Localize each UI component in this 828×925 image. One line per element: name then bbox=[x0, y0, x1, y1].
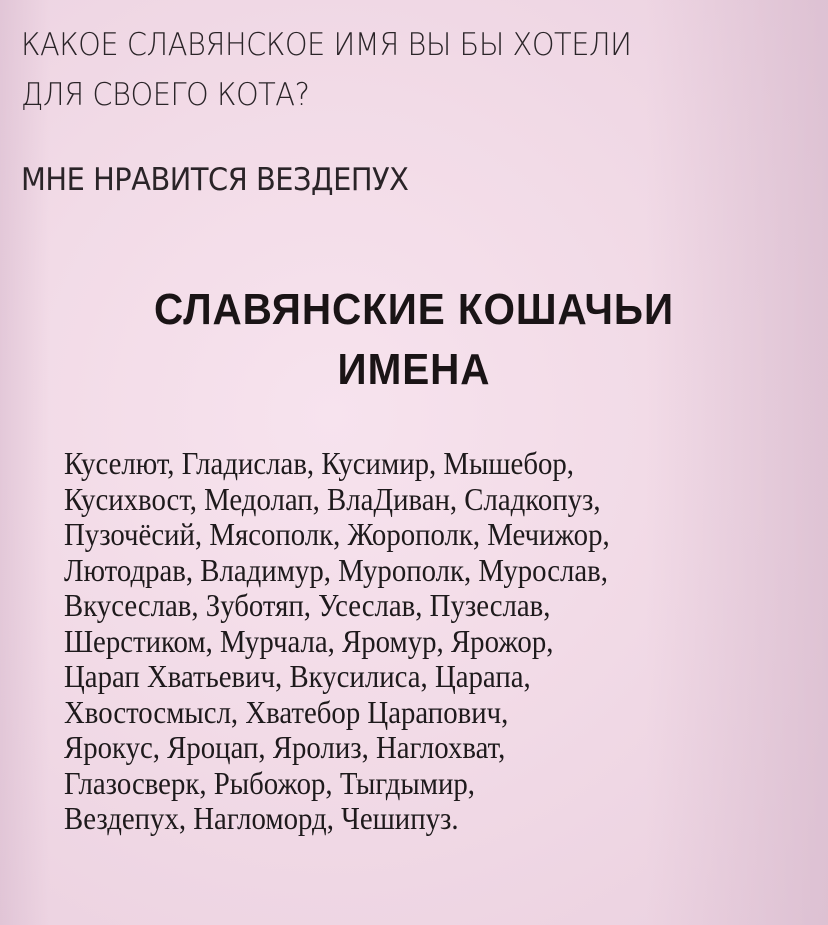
heading-line: СЛАВЯНСКИЕ КОШАЧЬИ bbox=[154, 285, 674, 334]
names-line: Куселют, Гладислав, Кусимир, Мышебор, bbox=[64, 445, 574, 481]
question-text bbox=[21, 20, 756, 120]
names-line: Шерстиком, Мурчала, Яромур, Ярожор, bbox=[64, 622, 554, 659]
cat-names-list bbox=[64, 446, 784, 837]
names-line: Царап Хватьевич, Вкусилиса, Царапа, bbox=[64, 658, 531, 694]
names-line: Пузочёсий, Мясополк, Жорополк, Мечижор, bbox=[64, 516, 610, 552]
names-line: Кусихвост, Медолап, ВлаДиван, Сладкопуз, bbox=[64, 480, 601, 517]
question-line: ДЛЯ СВОЕГО КОТА? bbox=[21, 77, 310, 113]
answer-text: МНЕ НРАВИТСЯ ВЕЗДЕПУХ bbox=[21, 162, 409, 198]
question-line: КАКОЕ СЛАВЯНСКОЕ ИМЯ ВЫ БЫ ХОТЕЛИ bbox=[21, 27, 632, 63]
names-line: Лютодрав, Владимур, Мурополк, Мурослав, bbox=[64, 551, 608, 588]
names-line: Ярокус, Яроцап, Яролиз, Наглохват, bbox=[64, 729, 506, 765]
heading-line: ИМЕНА bbox=[337, 345, 491, 394]
names-line: Вездепух, Нагломорд, Чешипуз. bbox=[64, 800, 459, 836]
section-heading bbox=[0, 280, 828, 400]
names-line: Глазосверк, Рыбожор, Тыгдымир, bbox=[64, 764, 475, 801]
names-line: Хвостосмысл, Хватебор Царапович, bbox=[64, 693, 509, 730]
names-line: Вкусеслав, Зуботяп, Усеслав, Пузеслав, bbox=[64, 587, 551, 623]
